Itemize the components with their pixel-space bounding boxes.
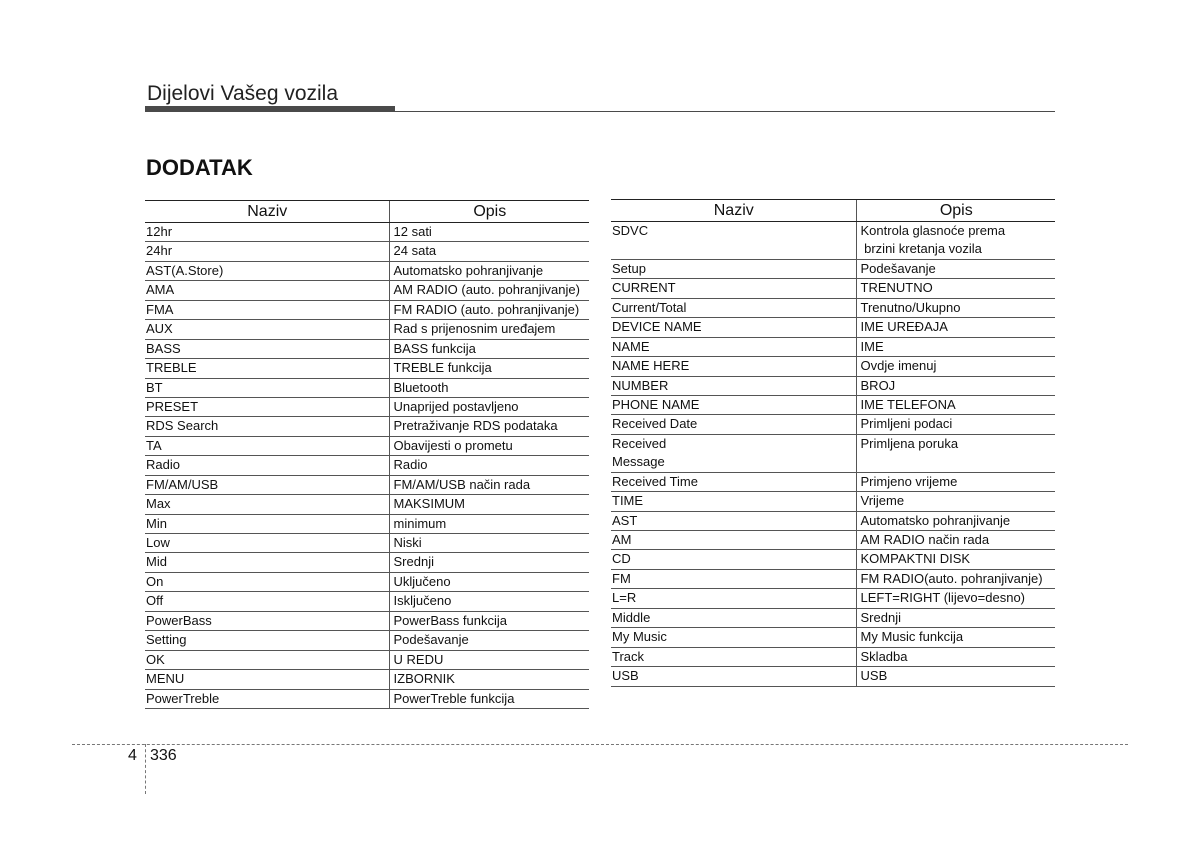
description-cell <box>389 631 589 650</box>
term-cell <box>611 434 856 472</box>
column-header-naziv: Naziv <box>611 200 856 222</box>
description-cell <box>856 589 1055 608</box>
description-text: IME <box>860 338 884 354</box>
description-text: 12 sati <box>393 224 432 239</box>
description-text <box>861 453 1056 471</box>
description-text: Rad s prijenosnim uređajem <box>393 321 556 337</box>
description-text: IZBORNIK <box>393 671 455 687</box>
description-cell <box>856 569 1055 588</box>
description-cell <box>856 550 1055 569</box>
table-row <box>145 359 589 378</box>
description-cell <box>389 339 589 358</box>
term-cell <box>145 456 389 475</box>
description-cell <box>389 650 589 669</box>
description-cell <box>856 628 1055 647</box>
description-text: IME UREĐAJA <box>860 319 948 335</box>
table-row <box>611 589 1055 608</box>
chapter-number: 4 <box>128 747 137 764</box>
table-row <box>611 376 1055 395</box>
description-cell <box>389 397 589 416</box>
description-text: Automatsko pohranjivanje <box>860 512 1011 528</box>
table-row <box>611 667 1055 686</box>
description-cell <box>389 611 589 630</box>
description-text: Srednji <box>860 609 901 625</box>
term-cell <box>611 628 856 647</box>
description-text: Skladba <box>860 648 908 664</box>
term-cell <box>145 650 389 669</box>
table-row <box>611 608 1055 627</box>
term-cell <box>145 436 389 455</box>
description-cell <box>389 300 589 319</box>
description-text: Srednji <box>393 554 434 570</box>
description-text: Vrijeme <box>860 493 905 509</box>
term-cell <box>611 298 856 317</box>
description-text: AM RADIO (auto. pohranjivanje) <box>393 282 580 298</box>
term-text: Max <box>146 496 171 512</box>
description-text: Bluetooth <box>393 379 449 395</box>
term-text: Received <box>612 435 667 451</box>
term-cell <box>611 222 856 260</box>
term-cell <box>145 223 389 242</box>
table-row <box>145 417 589 436</box>
description-cell <box>856 222 1055 260</box>
description-text: Niski <box>393 535 422 550</box>
term-cell <box>145 572 389 591</box>
term-cell <box>611 589 856 608</box>
description-cell <box>389 223 589 242</box>
term-text: FMA <box>146 301 174 317</box>
term-text: CD <box>612 551 631 567</box>
description-cell <box>389 592 589 611</box>
term-cell <box>145 592 389 611</box>
term-text: AMA <box>146 282 175 298</box>
term-text: OK <box>146 651 165 667</box>
table-row <box>145 592 589 611</box>
description-cell <box>389 553 589 572</box>
description-cell <box>389 514 589 533</box>
term-cell <box>611 415 856 434</box>
column-header-naziv: Naziv <box>145 201 389 223</box>
term-text: TIME <box>612 493 644 509</box>
description-cell <box>856 434 1055 472</box>
description-cell <box>389 456 589 475</box>
term-text: TA <box>146 437 162 453</box>
footer-rule <box>72 744 1128 745</box>
description-cell <box>856 395 1055 414</box>
term-cell <box>611 569 856 588</box>
description-cell <box>389 670 589 689</box>
term-text: NAME HERE <box>612 358 690 374</box>
table-row <box>145 281 589 300</box>
description-text: TREBLE funkcija <box>393 360 492 376</box>
description-text: BROJ <box>860 377 896 393</box>
term-text: Message <box>612 454 665 470</box>
term-text: Track <box>612 648 645 664</box>
term-text: CURRENT <box>612 280 676 296</box>
description-text: My Music funkcija <box>860 629 964 645</box>
term-cell <box>145 631 389 650</box>
term-cell <box>611 472 856 491</box>
term-text: FM <box>612 570 631 586</box>
table-row <box>145 397 589 416</box>
table-row <box>145 378 589 397</box>
description-text: Primjeno vrijeme <box>860 473 958 489</box>
term-cell <box>145 670 389 689</box>
table-row <box>611 298 1055 317</box>
term-text: AM <box>612 532 632 547</box>
term-text: USB <box>612 668 639 684</box>
description-text: AM RADIO način rada <box>860 532 990 547</box>
table-row <box>145 553 589 572</box>
table-row <box>145 534 589 553</box>
description-text: Trenutno/Ukupno <box>860 299 961 315</box>
description-text: U REDU <box>393 651 444 667</box>
description-text: Unaprijed postavljeno <box>393 398 519 414</box>
table-row <box>611 415 1055 434</box>
table-row <box>145 495 589 514</box>
term-cell <box>611 376 856 395</box>
term-cell <box>611 492 856 511</box>
description-text: KOMPAKTNI DISK <box>860 551 971 567</box>
term-cell <box>145 261 389 280</box>
description-text: MAKSIMUM <box>393 496 466 512</box>
term-cell <box>611 608 856 627</box>
glossary-table-right <box>611 199 1055 687</box>
term-cell <box>145 495 389 514</box>
term-text: NAME <box>612 338 650 354</box>
description-cell <box>389 534 589 553</box>
term-cell <box>611 511 856 530</box>
description-cell <box>389 417 589 436</box>
table-row <box>145 242 589 261</box>
table-row <box>145 650 589 669</box>
description-cell <box>856 337 1055 356</box>
term-text <box>612 240 856 258</box>
description-text: Kontrola glasnoće prema <box>860 223 1006 238</box>
term-text: Mid <box>146 554 167 570</box>
table-row <box>145 611 589 630</box>
description-cell <box>389 572 589 591</box>
header-rule <box>145 111 1055 112</box>
description-cell <box>856 647 1055 666</box>
term-text: 12hr <box>146 224 173 239</box>
column-header-opis: Opis <box>856 200 1055 222</box>
table-row <box>611 569 1055 588</box>
term-text: Middle <box>612 609 651 625</box>
term-text: Setting <box>146 632 187 648</box>
term-text: Off <box>146 593 164 609</box>
term-cell <box>145 611 389 630</box>
page-header-title: Dijelovi Vašeg vozila <box>147 82 339 105</box>
table-row <box>611 395 1055 414</box>
description-text: minimum <box>393 515 447 531</box>
description-text: IME TELEFONA <box>860 396 956 412</box>
table-row <box>611 357 1055 376</box>
term-text: TREBLE <box>146 360 197 376</box>
term-cell <box>145 281 389 300</box>
term-text: PHONE NAME <box>612 396 700 412</box>
term-text: Setup <box>612 260 646 276</box>
description-cell <box>389 436 589 455</box>
description-cell <box>856 376 1055 395</box>
description-text: Ovdje imenuj <box>860 358 937 374</box>
description-text: FM/AM/USB način rada <box>393 476 531 492</box>
description-text: PowerTreble funkcija <box>393 690 515 706</box>
description-cell <box>389 689 589 708</box>
description-cell <box>856 279 1055 298</box>
description-cell <box>856 531 1055 550</box>
footer-divider <box>145 744 146 794</box>
term-cell <box>611 279 856 298</box>
table-row <box>145 475 589 494</box>
table-row <box>145 514 589 533</box>
table-row <box>611 222 1055 260</box>
term-text: My Music <box>612 629 667 645</box>
term-text: On <box>146 573 164 589</box>
description-text: Radio <box>393 457 428 473</box>
term-cell <box>145 378 389 397</box>
table-row <box>611 259 1055 278</box>
description-cell <box>389 320 589 339</box>
description-text: Pretraživanje RDS podataka <box>393 418 558 434</box>
description-text: Obavijesti o prometu <box>393 437 513 453</box>
term-cell <box>611 357 856 376</box>
description-cell <box>856 259 1055 278</box>
glossary-table-left <box>145 200 589 709</box>
term-cell <box>145 359 389 378</box>
table-row <box>145 436 589 455</box>
term-text: RDS Search <box>146 418 219 434</box>
description-cell <box>856 511 1055 530</box>
term-cell <box>145 300 389 319</box>
table-row <box>145 339 589 358</box>
table-row <box>145 320 589 339</box>
description-cell <box>856 318 1055 337</box>
description-cell <box>389 378 589 397</box>
description-text: Primljeni podaci <box>860 416 953 432</box>
description-text: brzini kretanja vozila <box>860 241 982 257</box>
term-text: SDVC <box>612 223 649 238</box>
table-row <box>145 670 589 689</box>
description-text: LEFT=RIGHT (lijevo=desno) <box>860 590 1026 606</box>
term-text: BASS <box>146 340 181 356</box>
term-cell <box>145 475 389 494</box>
term-cell <box>145 339 389 358</box>
table-row <box>611 492 1055 511</box>
term-text: AUX <box>146 321 173 337</box>
description-cell <box>389 359 589 378</box>
description-cell <box>856 608 1055 627</box>
term-cell <box>145 514 389 533</box>
term-text: PowerBass <box>146 612 212 628</box>
term-text: PowerTreble <box>146 690 220 706</box>
term-cell <box>611 318 856 337</box>
term-cell <box>611 395 856 414</box>
description-cell <box>389 281 589 300</box>
table-row <box>145 300 589 319</box>
description-text: BASS funkcija <box>393 340 476 356</box>
term-cell <box>145 534 389 553</box>
description-cell <box>856 492 1055 511</box>
table-row <box>611 337 1055 356</box>
glossary-left-body <box>145 223 589 709</box>
description-cell <box>856 415 1055 434</box>
description-text: 24 sata <box>393 243 437 259</box>
term-text: Low <box>146 535 170 550</box>
table-header-row <box>145 201 589 223</box>
section-title: DODATAK <box>146 155 253 180</box>
table-row <box>145 223 589 242</box>
description-text: TRENUTNO <box>860 280 933 296</box>
description-text: Podešavanje <box>393 632 469 648</box>
term-cell <box>611 667 856 686</box>
term-cell <box>145 417 389 436</box>
term-text: AST(A.Store) <box>146 262 224 278</box>
table-row <box>145 631 589 650</box>
column-header-opis: Opis <box>389 201 589 223</box>
description-cell <box>389 261 589 280</box>
description-cell <box>856 667 1055 686</box>
term-text: MENU <box>146 671 185 687</box>
term-text: FM/AM/USB <box>146 476 219 492</box>
description-text: Uključeno <box>393 573 451 589</box>
description-text: PowerBass funkcija <box>393 612 507 628</box>
term-cell <box>145 397 389 416</box>
description-cell <box>856 472 1055 491</box>
description-text: Isključeno <box>393 593 452 609</box>
term-text: L=R <box>612 590 637 606</box>
table-header-row <box>611 200 1055 222</box>
term-cell <box>611 647 856 666</box>
term-cell <box>611 337 856 356</box>
term-text: NUMBER <box>612 377 669 393</box>
description-text: Automatsko pohranjivanje <box>393 262 544 278</box>
description-cell <box>856 298 1055 317</box>
description-text: Podešavanje <box>860 260 936 276</box>
term-cell <box>145 689 389 708</box>
description-text: FM RADIO(auto. pohranjivanje) <box>860 570 1043 586</box>
term-cell <box>611 259 856 278</box>
term-text: Received Date <box>612 416 698 432</box>
term-text: PRESET <box>146 398 199 414</box>
table-row <box>145 456 589 475</box>
description-cell <box>389 495 589 514</box>
term-text: 24hr <box>146 243 173 259</box>
glossary-right-body <box>611 222 1055 687</box>
description-cell <box>389 475 589 494</box>
table-row <box>611 318 1055 337</box>
description-cell <box>856 357 1055 376</box>
term-text: Min <box>146 515 167 531</box>
description-text: USB <box>860 668 888 684</box>
table-row <box>611 472 1055 491</box>
table-row <box>611 628 1055 647</box>
term-cell <box>145 553 389 572</box>
term-cell <box>145 320 389 339</box>
table-row <box>145 689 589 708</box>
term-text: Current/Total <box>612 299 687 315</box>
term-text: Radio <box>146 457 180 473</box>
term-text: DEVICE NAME <box>612 319 702 335</box>
description-text: Primljena poruka <box>860 435 959 451</box>
term-cell <box>611 531 856 550</box>
table-row <box>611 647 1055 666</box>
page-number: 336 <box>150 747 177 764</box>
table-row <box>611 434 1055 472</box>
table-row <box>145 261 589 280</box>
term-text: Received Time <box>612 473 698 489</box>
term-cell <box>145 242 389 261</box>
term-text: BT <box>146 379 163 395</box>
term-cell <box>611 550 856 569</box>
description-cell <box>389 242 589 261</box>
table-row <box>611 511 1055 530</box>
term-text: AST <box>612 512 638 528</box>
table-row <box>611 279 1055 298</box>
table-row <box>611 550 1055 569</box>
description-text: FM RADIO (auto. pohranjivanje) <box>393 301 580 317</box>
table-row <box>145 572 589 591</box>
table-row <box>611 531 1055 550</box>
